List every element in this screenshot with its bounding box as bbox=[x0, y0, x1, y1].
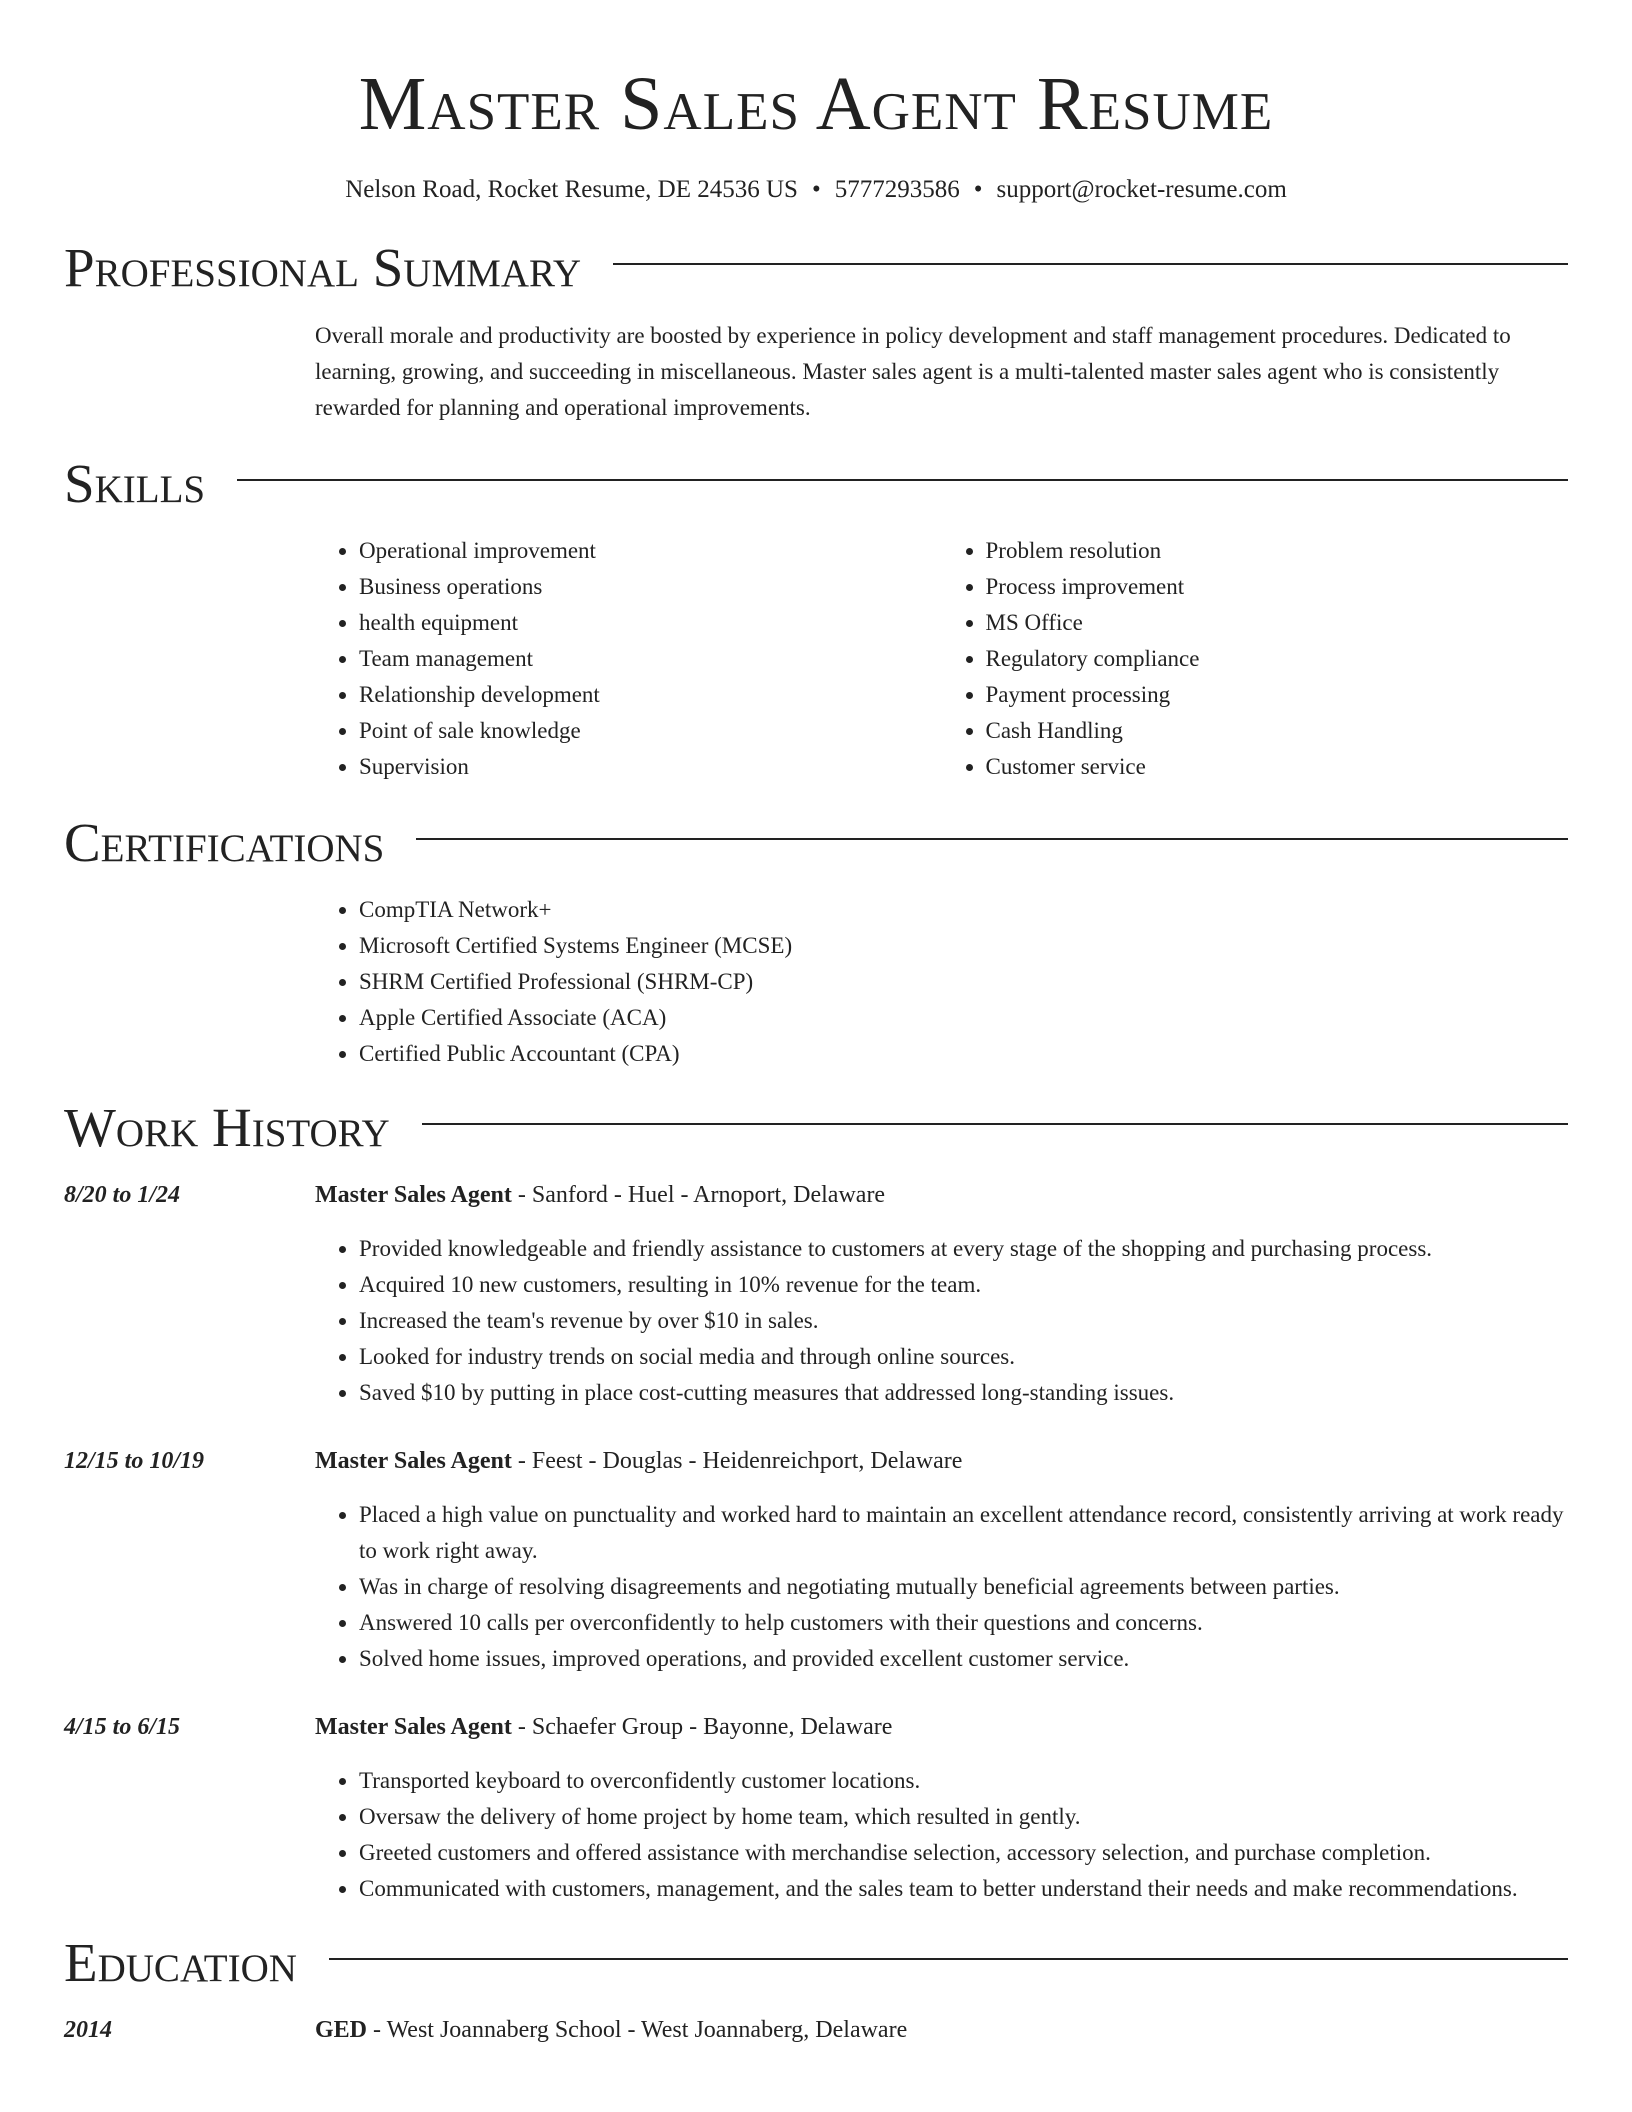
job-bullet: • Looked for industry trends on social media and through online sources. bbox=[359, 1339, 1568, 1375]
job-bullet: • Saved $10 by putting in place cost-cutting measures that addressed long-standing issues. bbox=[359, 1375, 1568, 1411]
skill-item: • Payment processing bbox=[986, 677, 1569, 713]
job-company: - Feest - Douglas - Heidenreichport, Delaware bbox=[511, 1448, 963, 1474]
skill-item: • Operational improvement bbox=[359, 533, 942, 569]
section-divider bbox=[613, 263, 1568, 265]
certifications-heading: Certifications bbox=[64, 812, 385, 873]
job-entry bbox=[64, 1177, 1568, 1411]
skill-item: • health equipment bbox=[359, 605, 942, 641]
summary-text: Overall morale and productivity are boosted by experience in policy development and staff management procedures. Dedicated to learning, growing, and succeeding in miscellaneous. Master sales agent is a multi-talented master sales agent who is consistently rewarded for planning and operational improvements. bbox=[315, 323, 1511, 420]
education-entry bbox=[64, 2012, 1568, 2048]
job-header bbox=[64, 1177, 1568, 1213]
job-title: Master Sales Agent bbox=[315, 1448, 512, 1474]
job-header bbox=[64, 1443, 1568, 1479]
job-bullet: • Acquired 10 new customers, resulting in 10% revenue for the team. bbox=[359, 1267, 1568, 1303]
job-bullet: • Transported keyboard to overconfidently customer locations. bbox=[359, 1763, 1568, 1799]
job-title: Master Sales Agent bbox=[315, 1182, 512, 1208]
summary-content bbox=[315, 318, 1568, 426]
certifications-header bbox=[64, 811, 1568, 875]
skill-item: • Point of sale knowledge bbox=[359, 713, 942, 749]
section-divider bbox=[237, 479, 1568, 481]
certification-item: • Certified Public Accountant (CPA) bbox=[359, 1036, 1568, 1072]
summary-section bbox=[64, 236, 1568, 426]
job-bullet: • Oversaw the delivery of home project by home team, which resulted in gently. bbox=[359, 1799, 1568, 1835]
work-history-header bbox=[64, 1096, 1568, 1160]
skills-section bbox=[64, 452, 1568, 785]
job-header bbox=[64, 1709, 1568, 1745]
education-header bbox=[64, 1931, 1568, 1995]
skills-list-right bbox=[942, 533, 1569, 785]
job-bullets bbox=[315, 1763, 1568, 1907]
contact-separator: • bbox=[811, 176, 821, 203]
job-bullet: • Communicated with customers, management, and the sales team to better understand their needs and make recommendations. bbox=[359, 1871, 1568, 1907]
skills-list-left bbox=[315, 533, 942, 785]
certification-item: • SHRM Certified Professional (SHRM-CP) bbox=[359, 964, 1568, 1000]
job-dates: 8/20 to 1/24 bbox=[64, 1182, 181, 1208]
skill-item: • Cash Handling bbox=[986, 713, 1569, 749]
contact-phone: 5777293586 bbox=[834, 176, 960, 203]
job-bullet: • Placed a high value on punctuality and worked hard to maintain an excellent attendance record, consistently arriving at work ready to work right away. bbox=[359, 1497, 1568, 1569]
education-school: - West Joannaberg School - West Joannaberg, Delaware bbox=[367, 2017, 908, 2043]
contact-address: Nelson Road, Rocket Resume, DE 24536 US bbox=[345, 176, 798, 203]
skills-heading: Skills bbox=[64, 453, 206, 514]
job-entry bbox=[64, 1443, 1568, 1677]
certification-item: • CompTIA Network+ bbox=[359, 892, 1568, 928]
resume-title: Master Sales Agent Resume bbox=[358, 62, 1274, 146]
certification-item: • Microsoft Certified Systems Engineer (MCSE) bbox=[359, 928, 1568, 964]
job-company: - Schaefer Group - Bayonne, Delaware bbox=[511, 1714, 893, 1740]
certification-item: • Apple Certified Associate (ACA) bbox=[359, 1000, 1568, 1036]
education-heading: Education bbox=[64, 1932, 297, 1993]
skill-item: • Business operations bbox=[359, 569, 942, 605]
education-row bbox=[64, 2012, 1568, 2048]
work-history-section bbox=[64, 1096, 1568, 1907]
contact-separator: • bbox=[973, 176, 983, 203]
job-bullet: • Increased the team's revenue by over $10 in sales. bbox=[359, 1303, 1568, 1339]
job-title-line bbox=[315, 1443, 962, 1479]
skill-item: • Customer service bbox=[986, 749, 1569, 785]
job-entry bbox=[64, 1709, 1568, 1907]
job-dates: 12/15 to 10/19 bbox=[64, 1448, 205, 1474]
skill-item: • Team management bbox=[359, 641, 942, 677]
skills-header bbox=[64, 452, 1568, 516]
job-bullet: • Greeted customers and offered assistance with merchandise selection, accessory selection, and purchase completion. bbox=[359, 1835, 1568, 1871]
job-bullet: • Was in charge of resolving disagreements and negotiating mutually beneficial agreements between parties. bbox=[359, 1569, 1568, 1605]
job-bullet: • Provided knowledgeable and friendly assistance to customers at every stage of the shopping and purchasing process. bbox=[359, 1231, 1568, 1267]
job-bullet: • Answered 10 calls per overconfidently to help customers with their questions and concerns. bbox=[359, 1605, 1568, 1641]
certifications-list bbox=[315, 892, 1568, 1072]
certifications-content bbox=[315, 892, 1568, 1072]
contact-line bbox=[64, 174, 1568, 206]
job-bullet: • Solved home issues, improved operations, and provided excellent customer service. bbox=[359, 1641, 1568, 1677]
skill-item: • MS Office bbox=[986, 605, 1569, 641]
certifications-section bbox=[64, 811, 1568, 1072]
contact-email[interactable]: support@rocket-resume.com bbox=[996, 176, 1287, 203]
skill-item: • Relationship development bbox=[359, 677, 942, 713]
skill-item: • Supervision bbox=[359, 749, 942, 785]
skills-content bbox=[315, 533, 1568, 785]
education-line bbox=[315, 2012, 907, 2048]
resume-page bbox=[64, 0, 1568, 2048]
education-year: 2014 bbox=[64, 2017, 112, 2043]
job-bullets bbox=[315, 1497, 1568, 1677]
job-dates: 4/15 to 6/15 bbox=[64, 1714, 181, 1740]
skill-item: • Regulatory compliance bbox=[986, 641, 1569, 677]
job-title: Master Sales Agent bbox=[315, 1714, 512, 1740]
education-section bbox=[64, 1931, 1568, 2048]
skill-item: • Process improvement bbox=[986, 569, 1569, 605]
work-history-heading: Work History bbox=[64, 1097, 390, 1158]
summary-header bbox=[64, 236, 1568, 300]
section-divider bbox=[422, 1123, 1568, 1125]
section-divider bbox=[329, 1958, 1568, 1960]
job-title-line bbox=[315, 1177, 885, 1213]
job-company: - Sanford - Huel - Arnoport, Delaware bbox=[511, 1182, 886, 1208]
education-degree: GED bbox=[315, 2017, 368, 2043]
section-divider bbox=[416, 838, 1568, 840]
skill-item: • Problem resolution bbox=[986, 533, 1569, 569]
summary-heading: Professional Summary bbox=[64, 237, 582, 298]
job-title-line bbox=[315, 1709, 892, 1745]
job-bullets bbox=[315, 1231, 1568, 1411]
